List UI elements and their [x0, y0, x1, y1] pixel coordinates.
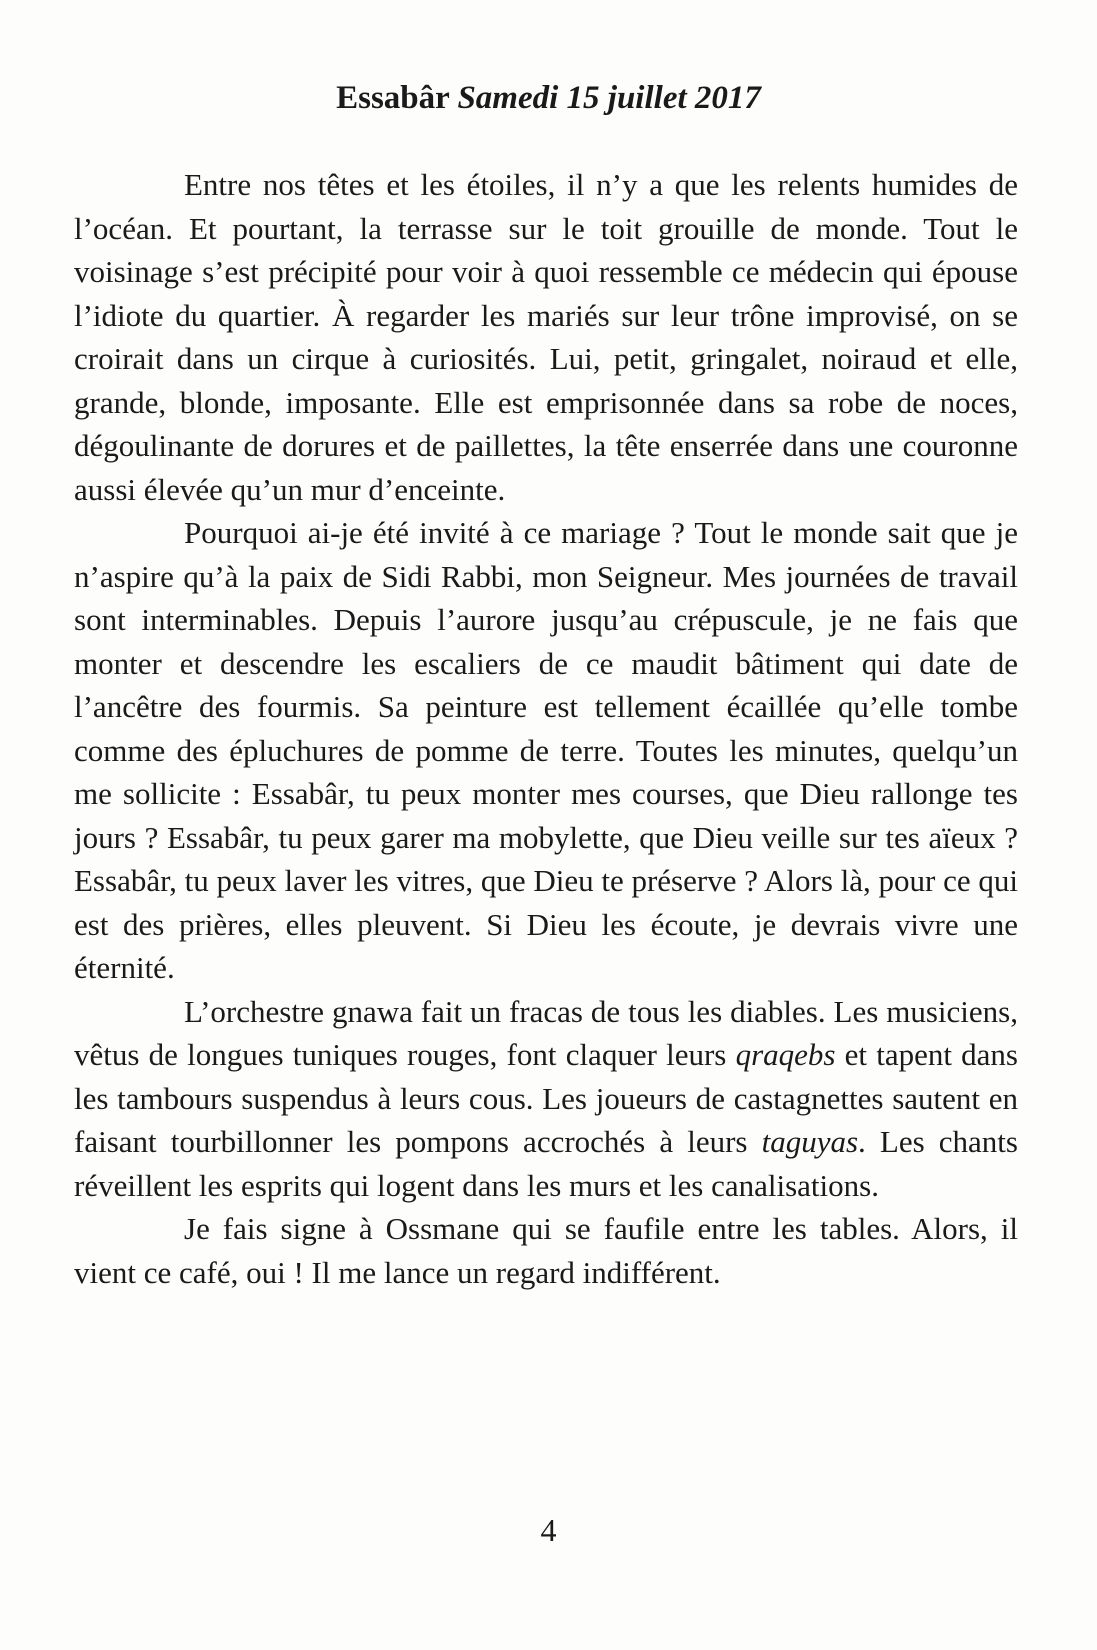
paragraph-2: Pourquoi ai-je été invité à ce mariage ? Tout le monde sait que je n’aspire qu’à la paix de Sidi Rabbi, mon Seigneur. Mes journées de travail sont interminables. Depuis l’aurore jusqu’au crépuscule, je ne fais que monter et descendre les escaliers de ce maudit bâtiment qui date de l’ancêtre des fourmis. Sa peinture est tellement écaillée qu’elle tombe comme des épluchures de pomme de terre. Toutes les minutes, quelqu’un me sollicite : Essabâr, tu peux monter mes courses, que Dieu rallonge tes jours ? Essabâr, tu peux garer ma mobylette, que Dieu veille sur tes aïeux ? Essabâr, tu peux laver les vitres, que Dieu te préserve ? Alors là, pour ce qui est des prières, elles pleuvent. Si Dieu les écoute, je devrais vivre une éternité.	[74, 515, 1018, 985]
body-text	[74, 163, 1018, 1294]
title-name: Essabâr	[336, 80, 450, 116]
italic-word-qraqebs: qraqebs	[735, 1037, 836, 1072]
paragraph-3	[74, 990, 1018, 1208]
paragraph-3-segment-3: . Les chants réveillent les esprits qui logent dans les murs et les canalisations.	[74, 1124, 1018, 1203]
page-number: 4	[540, 1512, 557, 1548]
italic-word-taguyas: taguyas	[761, 1124, 859, 1159]
page-title	[0, 78, 1097, 118]
paragraph-1: Entre nos têtes et les étoiles, il n’y a que les relents humides de l’océan. Et pourtant, la terrasse sur le toit grouille de monde. Tout le voisinage s’est précipité pour voir à quoi ressemble ce médecin qui épouse l’idiote du quartier. À regarder les mariés sur leur trône improvisé, on se croirait dans un cirque à curiosités. Lui, petit, gringalet, noiraud et elle, grande, blonde, imposante. Elle est emprisonnée dans sa robe de noces, dégoulinante de dorures et de paillettes, la tête enserrée dans une couronne aussi élevée qu’un mur d’enceinte.	[74, 167, 1018, 507]
paragraph-3-segment-2: et tapent dans les tambours suspendus à leurs cous. Les joueurs de castagnettes sautent en faisant tourbillonner les pompons accrochés à leurs	[74, 1037, 1018, 1159]
paragraph-4: Je fais signe à Ossmane qui se faufile entre les tables. Alors, il vient ce café, oui ! Il me lance un regard indifférent.	[74, 1211, 1018, 1290]
title-date: Samedi 15 juillet 2017	[457, 80, 761, 116]
paragraph-3-segment-1: L’orchestre gnawa fait un fracas de tous les diables. Les musiciens, vêtus de longues tuniques rouges, font claquer leurs	[74, 993, 1018, 1072]
